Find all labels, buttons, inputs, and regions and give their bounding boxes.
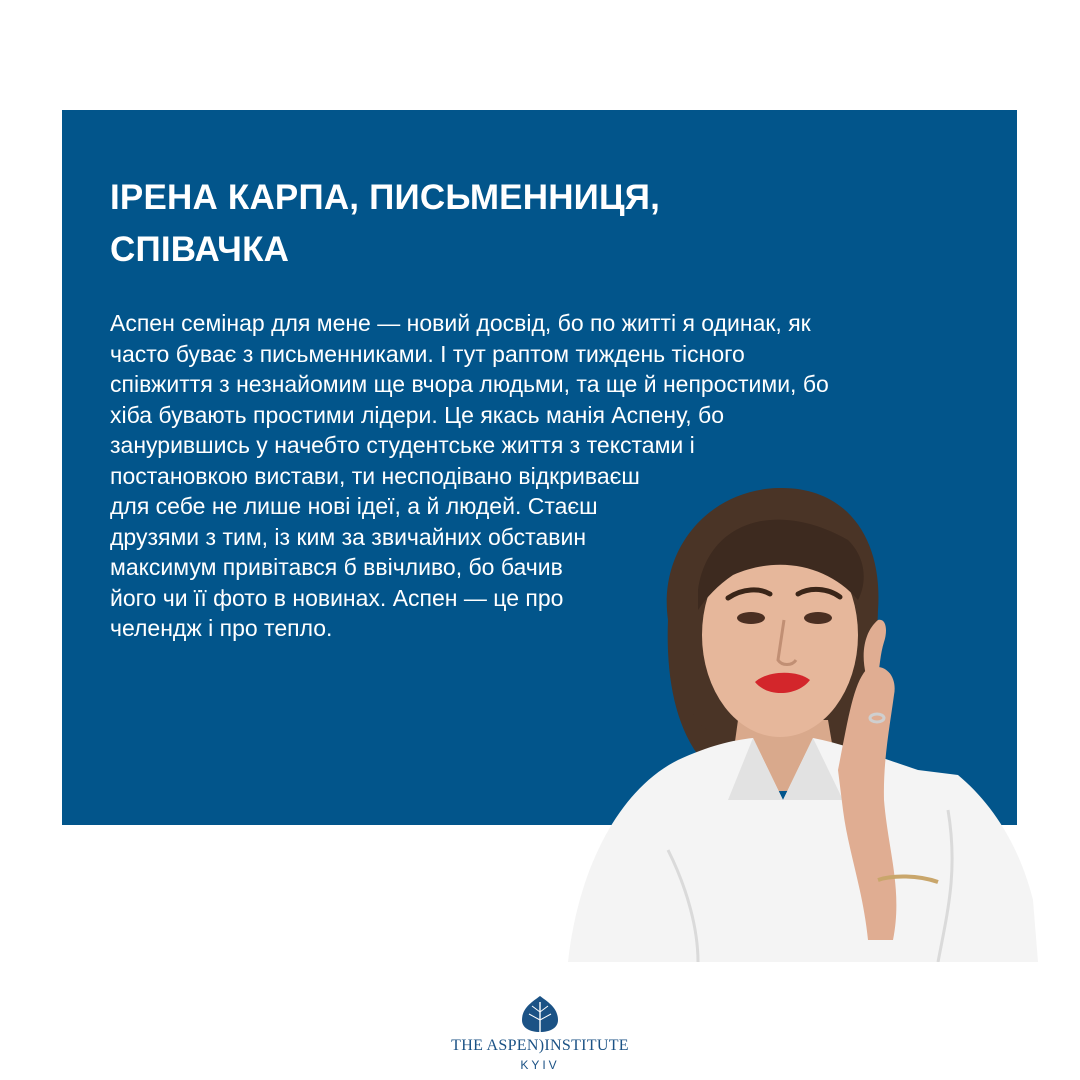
logo-wordmark-left: THE ASPEN: [451, 1037, 539, 1054]
logo-city: KYIV: [520, 1058, 560, 1072]
quote-line: для себе не лише нові ідеї, а й людей. Стаєш: [110, 493, 598, 519]
quote-line: друзями з тим, із ким за звичайних обставин: [110, 523, 587, 550]
portrait-photo: [548, 470, 1038, 962]
quote-line: співжиття з незнайомим ще вчора людьми, та ще й непростими, бо: [110, 371, 829, 397]
page-title: [110, 172, 870, 276]
aspen-leaf-icon: [520, 994, 560, 1036]
aspen-institute-logo: [420, 994, 660, 1074]
logo-divider: ): [538, 1037, 545, 1054]
quote-line: його чи її фото в новинах. Аспен — це про: [110, 584, 564, 611]
quote-line: занурившись у начебто студентське життя з текстами і: [110, 432, 695, 458]
quote-line: хіба бувають простими лідери. Це якась манія Аспену, бо: [110, 401, 725, 428]
quote-line: максимум привітався б ввічливо, бо бачив: [110, 554, 563, 580]
logo-wordmark: [420, 1037, 660, 1055]
quote-line: челендж і про тепло.: [110, 615, 333, 641]
quote-line: Аспен семінар для мене — новий досвід, бо по житті я одинак, як: [110, 310, 811, 336]
quote-line: часто буває з письменниками. І тут раптом тиждень тісного: [110, 340, 745, 367]
quote-line: постановкою вистави, ти несподівано відкриваєш: [110, 462, 640, 489]
logo-wordmark-right: INSTITUTE: [544, 1037, 629, 1054]
title-line-2: СПІВАЧКА: [110, 230, 290, 269]
title-line-1: ІРЕНА КАРПА, ПИСЬМЕННИЦЯ,: [110, 178, 661, 217]
